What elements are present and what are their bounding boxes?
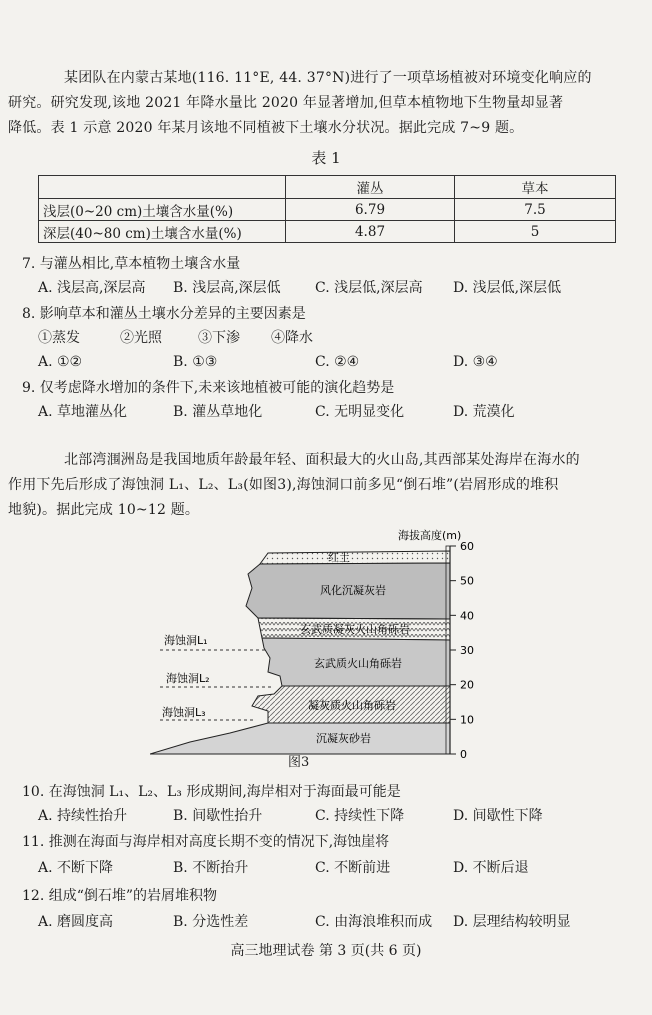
question-9-options	[38, 402, 628, 422]
table-row	[39, 199, 616, 221]
option-c[interactable]: C. 浅层低,深层高	[315, 280, 423, 296]
question-7-options	[38, 278, 628, 298]
option-d[interactable]: D. 间歇性下降	[453, 808, 543, 824]
table-cell-value: 6.79	[286, 199, 455, 221]
option-b[interactable]: B. 间歇性抬升	[173, 808, 263, 824]
elevation-tick-label: 30	[460, 644, 474, 657]
elevation-tick-label: 10	[460, 713, 474, 727]
question-12-options	[38, 912, 628, 932]
table-row	[39, 221, 616, 243]
option-c[interactable]: C. 无明显变化	[315, 404, 405, 420]
passage-1-line-2: 研究。研究发现,该地 2021 年降水量比 2020 年显著增加,但草本植物地下生物量却显著	[8, 95, 564, 111]
question-8-options	[38, 352, 628, 372]
option-d[interactable]: D. 不断后退	[453, 860, 529, 876]
soil-moisture-table	[38, 175, 616, 243]
elevation-tick-label: 20	[460, 678, 474, 692]
option-c[interactable]: C. 持续性下降	[315, 808, 405, 824]
option-b[interactable]: B. 分选性差	[173, 914, 249, 930]
layer-label: 沉凝灰砂岩	[316, 732, 371, 745]
table-title: 表 1	[311, 149, 341, 167]
factor-light: ②光照	[120, 330, 162, 346]
question-12-stem: 12. 组成“倒石堆”的岩屑堆积物	[22, 888, 218, 904]
elevation-ticks	[450, 540, 474, 761]
option-a[interactable]: A. 不断下降	[38, 860, 114, 876]
passage-2-line-3: 地貌)。据此完成 10~12 题。	[8, 502, 200, 518]
question-10-stem: 10. 在海蚀洞 L₁、L₂、L₃ 形成期间,海岸相对于海面最可能是	[22, 784, 401, 800]
figure-3-sea-cliff-profile	[150, 526, 485, 766]
option-d[interactable]: D. 荒漠化	[453, 404, 515, 420]
option-d[interactable]: D. ③④	[453, 354, 498, 370]
table-header-shrub: 灌丛	[286, 176, 455, 199]
elevation-tick-label: 0	[460, 748, 467, 761]
table-header-empty	[39, 176, 286, 199]
table-cell-value: 5	[455, 221, 616, 243]
table-header-row	[39, 176, 616, 199]
cliff-profile-svg	[150, 526, 485, 766]
table-cell-value: 4.87	[286, 221, 455, 243]
passage-2-line-1: 北部湾涠洲岛是我国地质年龄最年轻、面积最大的火山岛,其西部某处海岸在海水的	[64, 452, 580, 468]
option-d[interactable]: D. 层理结构较明显	[453, 914, 571, 930]
factor-evaporation: ①蒸发	[38, 330, 80, 346]
option-b[interactable]: B. ①③	[173, 354, 218, 370]
passage-1-line-3: 降低。表 1 示意 2020 年某月该地不同植被下土壤水分状况。据此完成 7~9 题。	[8, 120, 524, 136]
option-b[interactable]: B. 不断抬升	[173, 860, 249, 876]
layer-red-soil	[260, 551, 450, 564]
option-a[interactable]: A. 草地灌丛化	[38, 404, 128, 420]
elevation-tick-label: 50	[460, 574, 474, 588]
question-9-stem: 9. 仅考虑降水增加的条件下,未来该地植被可能的演化趋势是	[22, 380, 395, 396]
option-a[interactable]: A. ①②	[38, 354, 83, 370]
question-10-options	[38, 806, 628, 826]
question-8-stem: 8. 影响草本和灌丛土壤水分差异的主要因素是	[22, 306, 306, 322]
elevation-axis-title: 海拔高度(m)	[398, 529, 462, 542]
option-b[interactable]: B. 浅层高,深层低	[173, 280, 281, 296]
option-c[interactable]: C. 不断前进	[315, 860, 391, 876]
layer-label: 玄武质火山角砾岩	[314, 657, 402, 670]
table-cell-value: 7.5	[455, 199, 616, 221]
cave-l2-label: 海蚀洞L₂	[166, 672, 210, 685]
passage-2	[8, 448, 616, 523]
layer-label: 凝灰质火山角砾岩	[308, 699, 396, 712]
elevation-tick-label: 40	[460, 609, 474, 623]
passage-1-line-1: 某团队在内蒙古某地(116. 11°E, 44. 37°N)进行了一项草场植被对环境变化响应的	[64, 70, 592, 86]
table-cell-label: 深层(40~80 cm)土壤含水量(%)	[39, 221, 286, 243]
option-a[interactable]: A. 浅层高,深层高	[38, 280, 146, 296]
option-b[interactable]: B. 灌丛草地化	[173, 404, 263, 420]
figure-3-caption: 图3	[288, 755, 310, 770]
elevation-tick-label: 60	[460, 540, 474, 553]
passage-2-line-2: 作用下先后形成了海蚀洞 L₁、L₂、L₃(如图3),海蚀洞口前多见“倒石堆”(岩屑形成的堆积	[8, 477, 559, 493]
layer-label: 玄武质凝灰火山角砾岩	[300, 623, 410, 636]
layer-label: 风化沉凝灰岩	[320, 584, 386, 597]
factor-precipitation: ④降水	[271, 330, 313, 346]
layer-tuffaceous-sandstone	[150, 723, 450, 754]
layer-label: 红土	[328, 551, 350, 564]
question-8-factors	[38, 328, 628, 348]
table-cell-label: 浅层(0~20 cm)土壤含水量(%)	[39, 199, 286, 221]
page-footer: 高三地理试卷 第 3 页(共 6 页)	[230, 943, 422, 959]
question-11-options	[38, 858, 628, 878]
cave-l1-label: 海蚀洞L₁	[164, 634, 208, 647]
option-a[interactable]: A. 持续性抬升	[38, 808, 128, 824]
option-d[interactable]: D. 浅层低,深层低	[453, 280, 562, 296]
passage-1	[8, 66, 616, 141]
option-c[interactable]: C. 由海浪堆积而成	[315, 914, 433, 930]
question-11-stem: 11. 推测在海面与海岸相对高度长期不变的情况下,海蚀崖将	[22, 834, 390, 850]
table-header-herb: 草本	[455, 176, 616, 199]
question-7-stem: 7. 与灌丛相比,草本植物土壤含水量	[22, 256, 241, 272]
option-a[interactable]: A. 磨圆度高	[38, 914, 114, 930]
option-c[interactable]: C. ②④	[315, 354, 360, 370]
cave-l3-label: 海蚀洞L₃	[162, 706, 206, 719]
factor-infiltration: ③下渗	[198, 330, 240, 346]
